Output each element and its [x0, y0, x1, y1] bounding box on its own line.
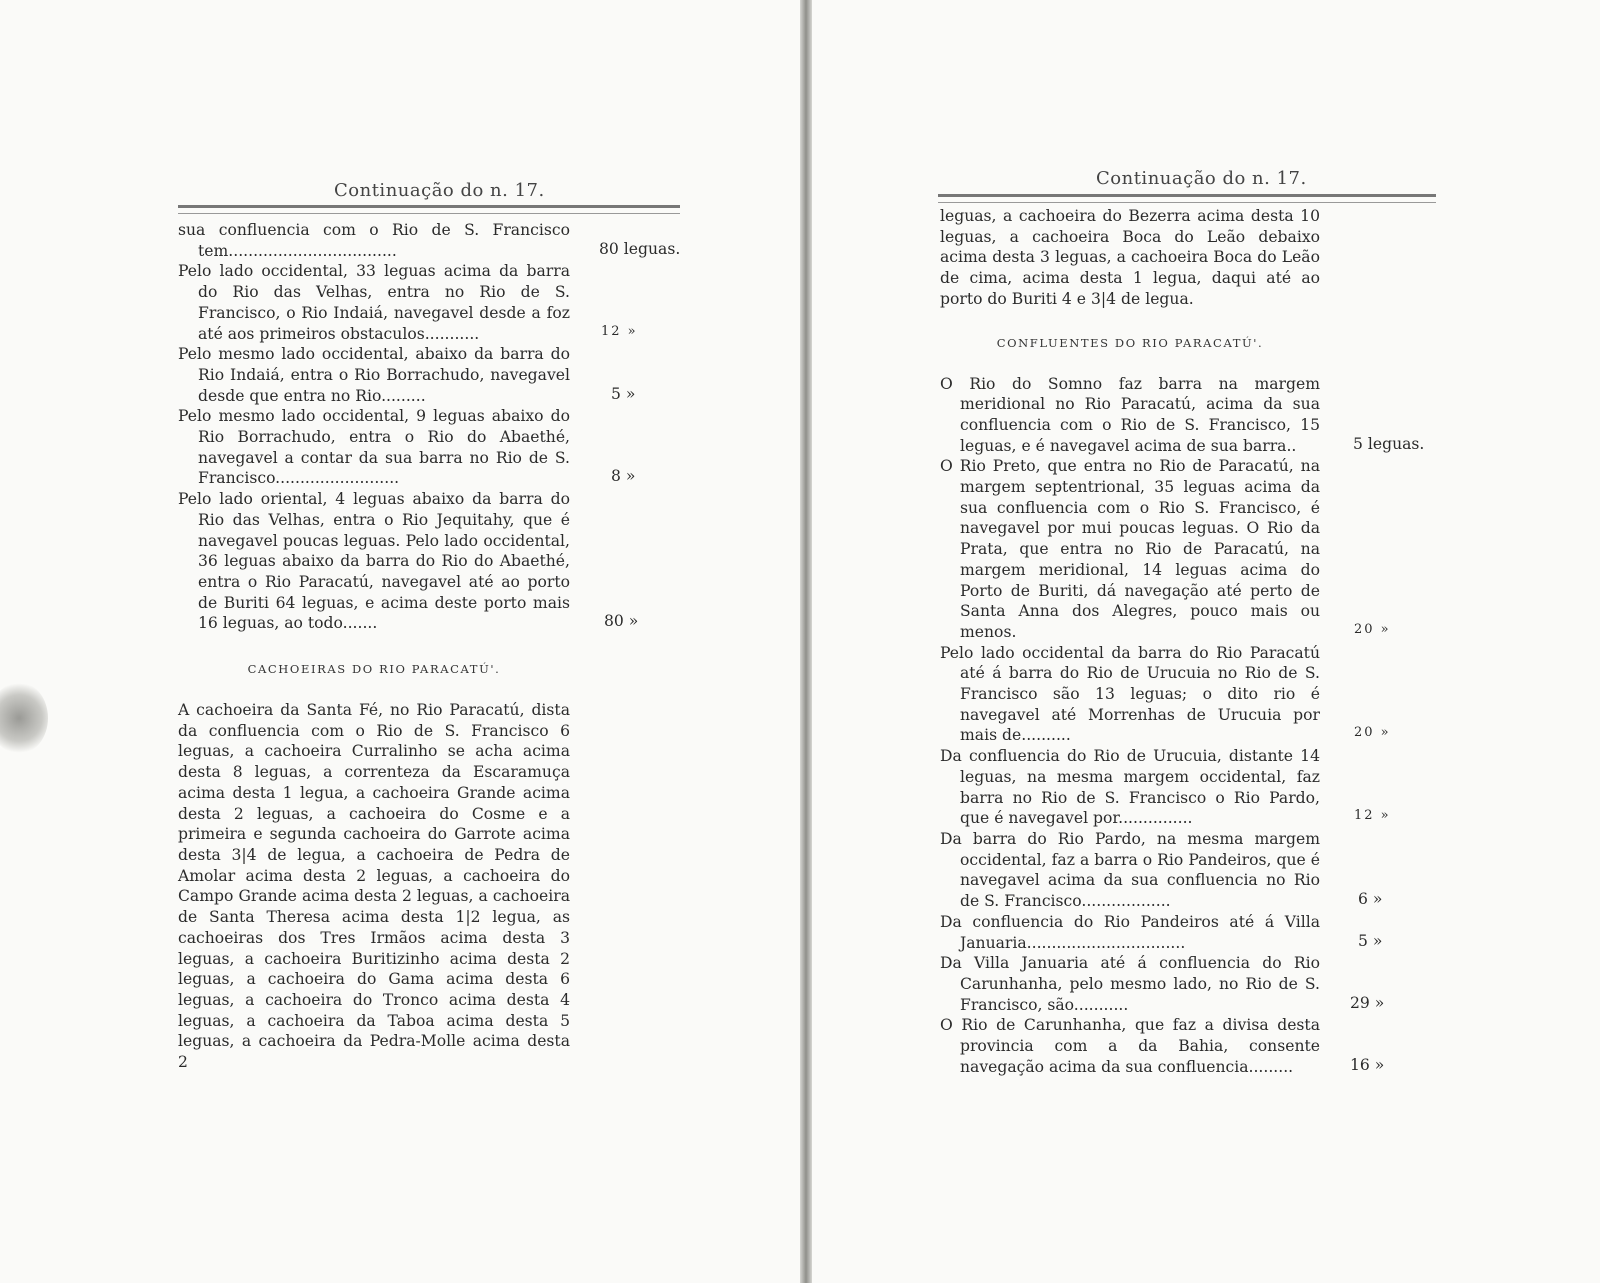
entry-text: Pelo mesmo lado occidental, abaixo da barra do Rio Indaiá, entra o Rio Borrachudo, navegavel desde que entra no Rio......... [178, 345, 570, 405]
entry-amount: 80 leguas. [599, 239, 681, 258]
book-gutter [800, 0, 812, 1283]
entry-amount: 8 » [611, 467, 636, 486]
navigation-entry [940, 746, 1391, 829]
entry-text: O Rio de Carunhanha, que faz a divisa desta provincia com a da Bahia, consente navegação acima da sua confluencia......... [940, 1016, 1320, 1076]
navigation-entry [940, 912, 1383, 953]
entry-text: sua confluencia com o Rio de S. Francisco tem.................................. [178, 221, 570, 260]
entry-amount: 5 » [611, 384, 636, 403]
entry-amount: 12 » [1354, 808, 1391, 824]
navigation-entry [940, 953, 1385, 1015]
entry-text: Pelo lado occidental, 33 leguas acima da barra do Rio das Velhas, entra no Rio de S. Francisco, o Rio Indaiá, navegavel desde a foz até aos primeiros obstaculos........... [178, 262, 570, 343]
navigation-entry [178, 344, 636, 406]
navigation-entry [178, 220, 681, 261]
entry-text: Pelo lado oriental, 4 leguas abaixo da barra do Rio das Velhas, entra o Rio Jequitahy, que é navegavel poucas leguas. Pelo lado occidental, 36 leguas abaixo da barra do Rio do Abaethé, entra o Rio Paracatú, navegavel até ao porto de Buriti 64 leguas, e acima deste porto mais 16 leguas, ao todo....... [178, 490, 570, 633]
navigation-entry [940, 456, 1391, 642]
body-paragraph [940, 206, 1320, 310]
navigation-entry [940, 643, 1391, 747]
body-paragraph [178, 700, 570, 1073]
entry-text: Pelo mesmo lado occidental, 9 leguas abaixo do Rio Borrachudo, entra o Rio do Abaethé, navegavel a contar da sua barra no Rio de S. Francisco......................... [178, 407, 570, 488]
entry-amount: 12 » [601, 323, 638, 339]
navigation-entry [940, 829, 1383, 912]
paragraph-text: leguas, a cachoeira do Bezerra acima desta 10 leguas, a cachoeira Boca do Leão debaixo acima desta 3 leguas, a cachoeira Boca do Leão de cima, acima desta 1 legua, daqui até ao porto do Buriti 4 e 3|4 de legua. [940, 207, 1320, 308]
entry-amount: 29 » [1350, 993, 1385, 1012]
entry-amount: 20 » [1354, 621, 1391, 637]
entry-text: Da Villa Januaria até á confluencia do Rio Carunhanha, pelo mesmo lado, no Rio de S. Francisco, são........... [940, 954, 1320, 1014]
navigation-entry [178, 261, 638, 344]
section-heading: CACHOEIRAS DO RIO PARACATÚ'. [247, 662, 501, 677]
entries-column [940, 206, 1425, 1077]
entry-text: O Rio Preto, que entra no Rio de Paracatú, na margem septentrional, 35 leguas acima da sua confluencia com o Rio S. Francisco, é navegavel por mui poucas leguas. O Rio da Prata, que entra no Rio de Paracatú, na margem meridional, 14 leguas acima do Porto de Buriti, dá navegação até perto de Santa Anna dos Alegres, pouco mais ou menos. [940, 457, 1320, 641]
page-header: Continuação do n. 17. [1096, 168, 1307, 189]
right-page [812, 0, 1600, 1283]
header-rule [178, 205, 680, 214]
entry-text: O Rio do Somno faz barra na margem meridional no Rio Paracatú, acima da sua confluencia com o Rio de S. Francisco, 15 leguas, e é navegavel acima de sua barra.. [940, 374, 1320, 455]
navigation-entry [940, 1015, 1385, 1077]
navigation-entry [940, 374, 1425, 457]
entry-amount: 20 » [1354, 725, 1391, 741]
navigation-entry [178, 406, 636, 489]
entry-text: Da confluencia do Rio de Urucuia, distante 14 leguas, na mesma margem occidental, faz barra no Rio de S. Francisco o Rio Pardo, que é navegavel por............... [940, 747, 1320, 828]
header-rule [938, 194, 1436, 203]
entry-amount: 5 » [1358, 931, 1383, 950]
entry-amount: 16 » [1350, 1055, 1385, 1074]
paragraph-text: A cachoeira da Santa Fé, no Rio Paracatú, dista da confluencia com o Rio de S. Francisco 6 leguas, a cachoeira Curralinho se acha acima desta 8 leguas, a correnteza da Escaramuça acima desta 1 legua, a cachoeira Grande acima desta 2 leguas, a cachoeira do Cosme e a primeira e segunda cachoeira do Garrote acima desta 3|4 de legua, a cachoeira de Pedra de Amolar acima desta 2 leguas, a cachoeira do Campo Grande acima desta 2 leguas, a cachoeira de Santa Theresa acima desta 1|2 legua, as cachoeiras dos Tres Irmãos acima desta 3 leguas, a cachoeira Buritizinho acima desta 2 leguas, a cachoeira do Gama acima desta 6 leguas, a cachoeira do Tronco acima desta 4 leguas, a cachoeira da Taboa acima desta 5 leguas, a cachoeira da Pedra-Molle acima desta 2 [178, 701, 570, 1072]
entry-text: Pelo lado occidental da barra do Rio Paracatú até á barra do Rio de Urucuia no Rio de S. Francisco são 13 leguas; o dito rio é navegavel até Morrenhas de Urucuia por mais de.......... [940, 643, 1320, 745]
entry-text: Da barra do Rio Pardo, na mesma margem occidental, faz a barra o Rio Pandeiros, que é navegavel acima da sua confluencia no Rio de S. Francisco.................. [940, 829, 1320, 911]
entry-amount: 80 » [604, 612, 639, 631]
page-blemish [0, 682, 48, 754]
entry-amount: 5 leguas. [1353, 434, 1425, 453]
page-header: Continuação do n. 17. [334, 180, 545, 201]
entry-text: Da confluencia do Rio Pandeiros até á Villa Januaria................................ [940, 912, 1320, 952]
navigation-entry [178, 489, 639, 634]
entries-column [178, 220, 681, 1073]
entry-amount: 6 » [1358, 890, 1383, 909]
section-heading: CONFLUENTES DO RIO PARACATÚ'. [996, 335, 1264, 350]
